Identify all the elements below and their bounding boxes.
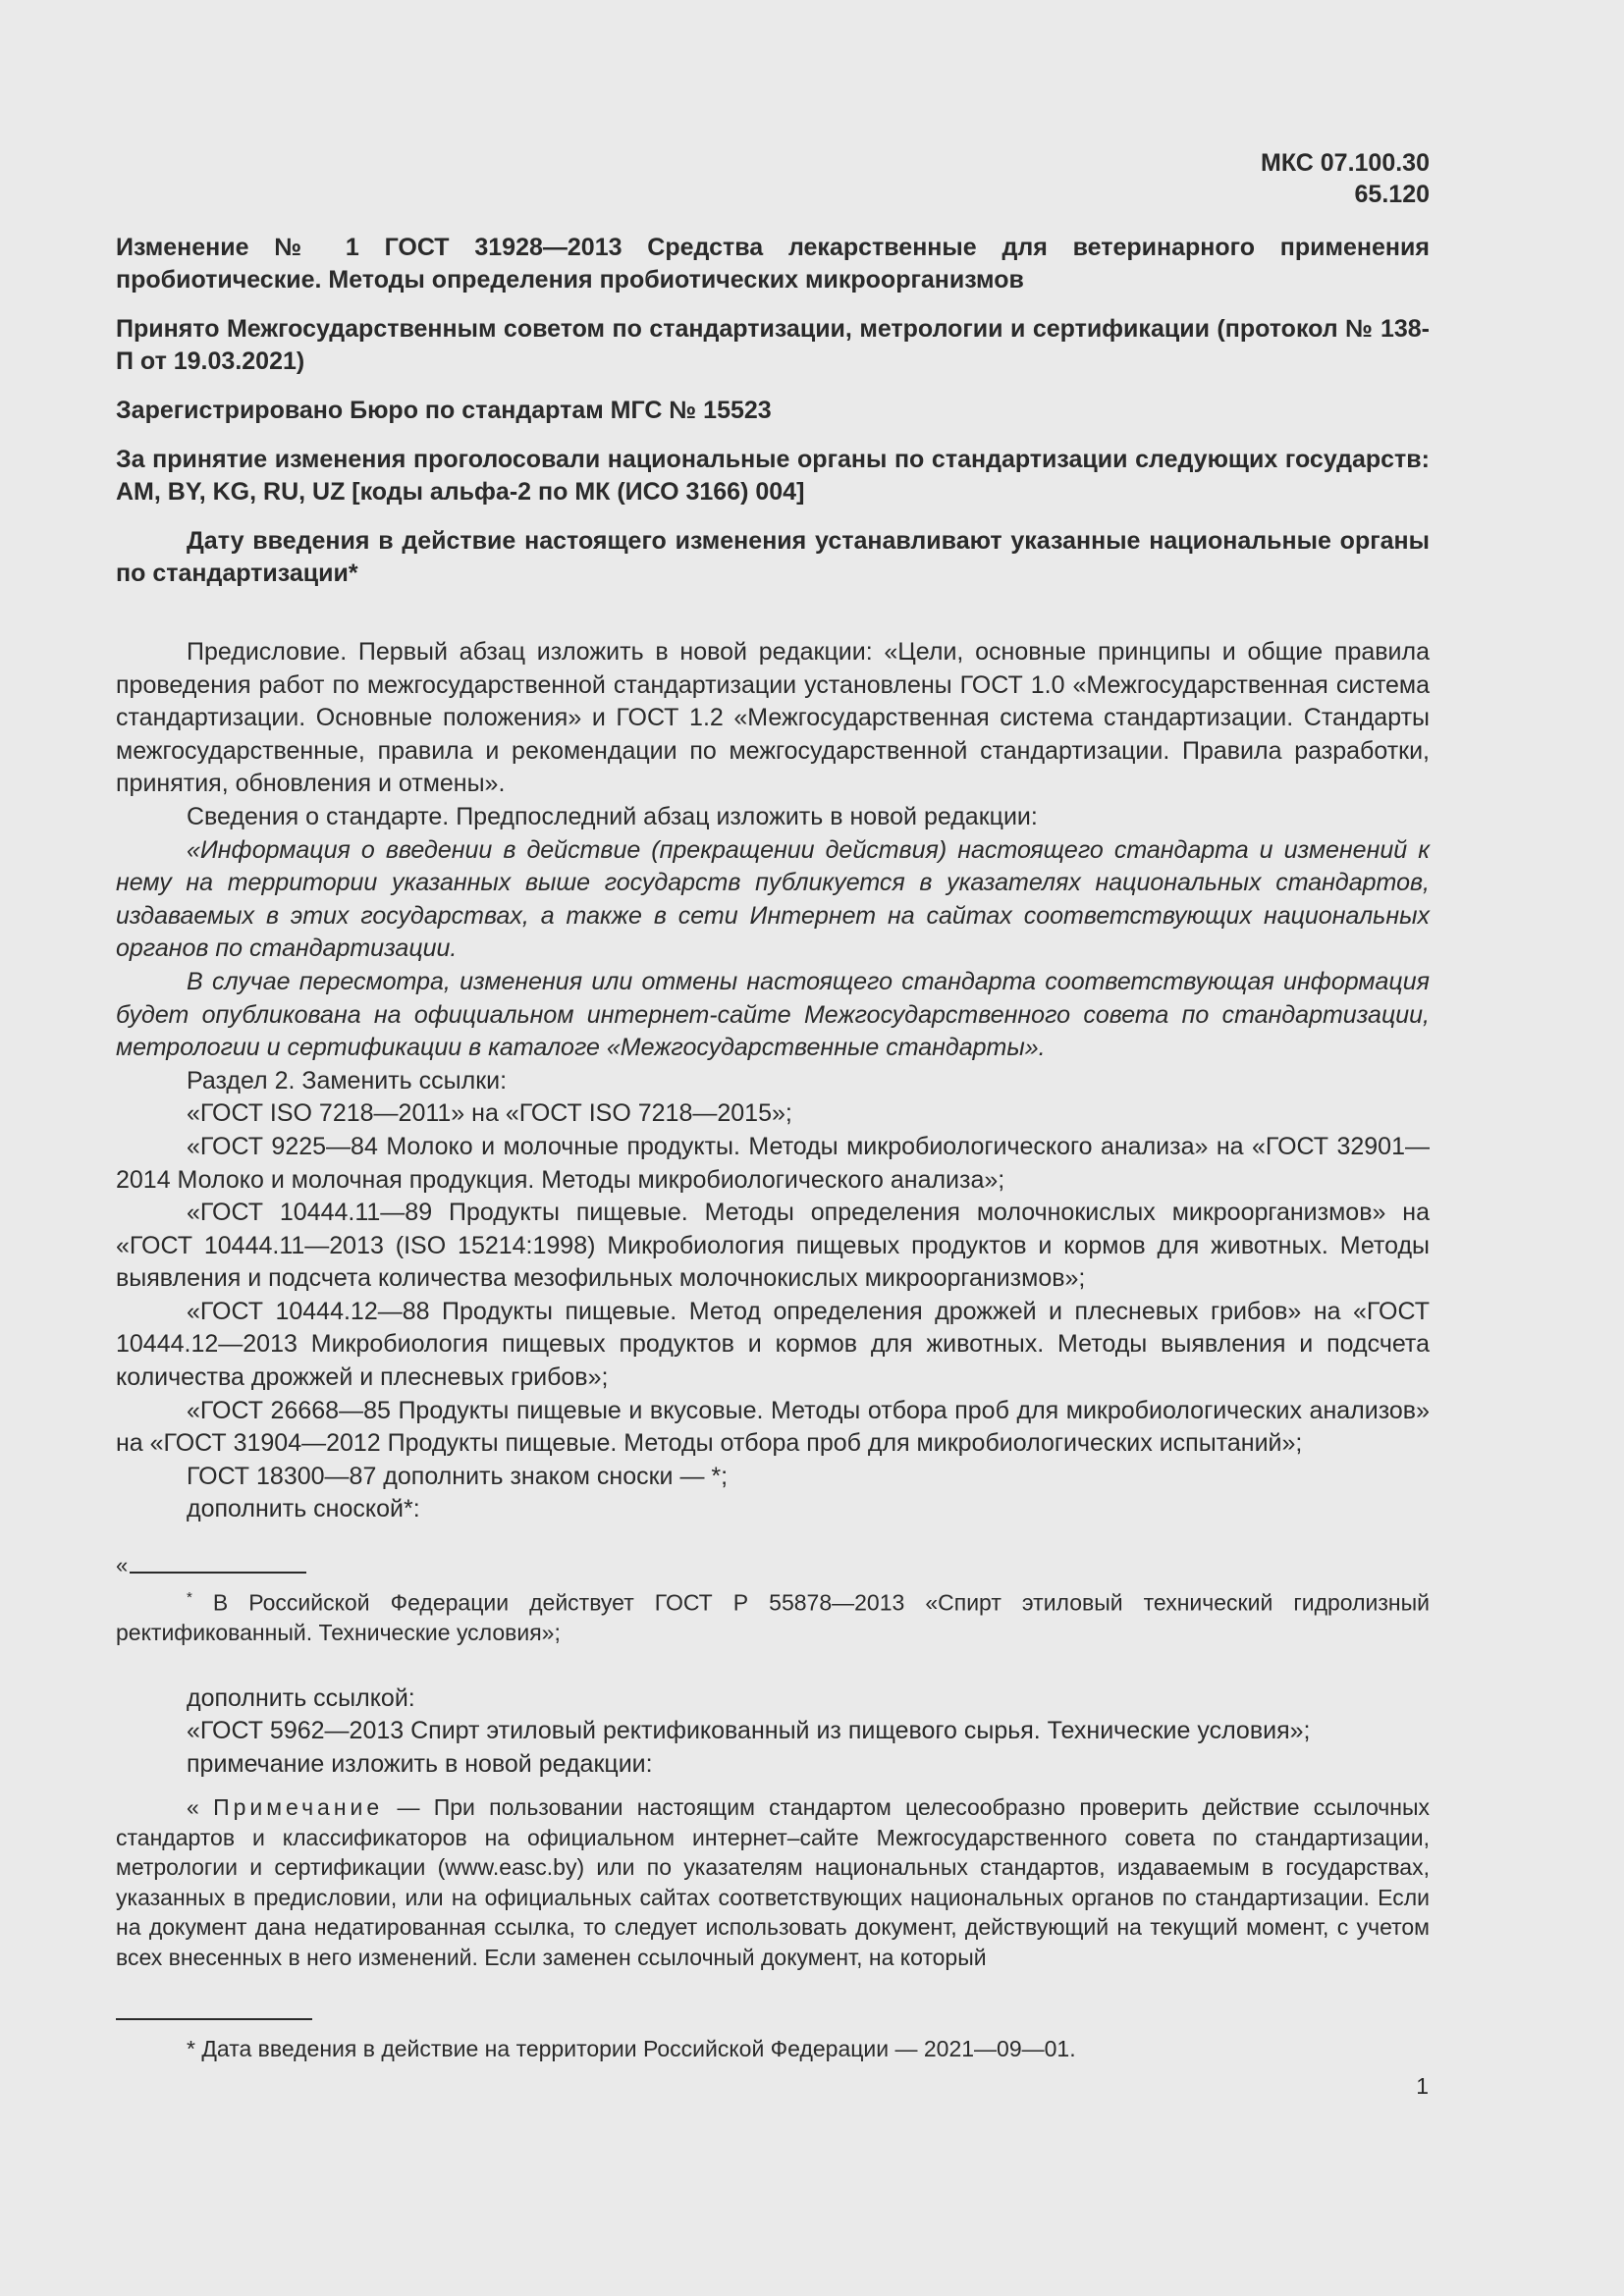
paragraph: примечание изложить в новой редакции: xyxy=(187,1749,653,1778)
footnote-rule xyxy=(130,1572,306,1574)
paragraph: ГОСТ 18300—87 дополнить знаком сноски — *; xyxy=(187,1462,729,1490)
paragraph: Раздел 2. Заменить ссылки: xyxy=(187,1066,508,1095)
footnote-marker: * xyxy=(187,1589,192,1607)
paragraph: «ГОСТ 10444.11—89 Продукты пищевые. Методы определения молочнокислых микроорганизмов» на «ГОСТ 10444.11—2013 (ISO 15214:1998) Микробиология пищевых продуктов и кормов для животных. Методы выявления и подсчета количества мезофильных молочнокислых микроорганизмов»; xyxy=(116,1199,1430,1293)
paragraph: Сведения о стандарте. Предпоследний абзац изложить в новой редакции: xyxy=(187,802,1038,830)
classification-code: 65.120 xyxy=(1354,181,1430,208)
inserted-footnote xyxy=(116,1553,1430,1647)
note-label: Примечание xyxy=(213,1794,384,1821)
paragraph: «ГОСТ 5962—2013 Спирт этиловый ректификованный из пищевого сырья. Технические условия»; xyxy=(187,1717,1311,1745)
voting-statement: За принятие изменения проголосовали национальные органы по стандартизации следующих государств: AM, BY, KG, RU, UZ [коды альфа-2 по МК (ИСО 3166) 004] xyxy=(116,446,1430,506)
paragraph: дополнить ссылкой: xyxy=(187,1683,415,1712)
document-body xyxy=(116,636,1430,1526)
italic-paragraph: «Информация о введении в действие (прекращении действия) настоящего стандарта и изменений к нему на территории указанных выше государств публикуется в указателях национальных стандартов, издаваемых в этих государствах, а также в сети Интернет на сайтах соответствующих национальных органов по стандартизации. xyxy=(116,835,1430,963)
paragraph: «ГОСТ 26668—85 Продукты пищевые и вкусовые. Методы отбора проб для микробиологических анализов» на «ГОСТ 31904—2012 Продукты пищевые. Методы отбора проб для микробиологических испытаний»; xyxy=(116,1396,1430,1458)
effective-date-statement: Дату введения в действие настоящего изменения устанавливают указанные национальные органы по стандартизации* xyxy=(116,527,1430,587)
footnote-separator xyxy=(116,2018,312,2020)
paragraph: «ГОСТ 10444.12—88 Продукты пищевые. Метод определения дрожжей и плесневых грибов» на «ГОСТ 10444.12—2013 Микробиология пищевых продуктов и кормов для животных. Методы выявления и подсчета количества дрожжей и плесневых грибов»; xyxy=(116,1297,1430,1392)
paragraph: дополнить сноской*: xyxy=(187,1495,420,1523)
inserted-footnote-text: * В Российской Федерации действует ГОСТ Р 55878—2013 «Спирт этиловый технический гидролизный ректификованный. Технические условия»; xyxy=(116,1589,1430,1645)
change-title: Изменение № 1 ГОСТ 31928—2013 Средства лекарственные для ветеринарного применения пробиотические. Методы определения пробиотических микроорганизмов xyxy=(116,234,1430,294)
note-paragraph: « Примечание — При пользовании настоящим стандартом целесообразно проверить действие ссылочных стандартов и классификаторов на официальном интернет–сайте Межгосударственного совета по стандартизации, метрологии и сертификации (www.easc.by) или по указателям национальных стандартов, издаваемым в государствах, указанных в предисловии, или на официальных сайтах соответствующих национальных органов по стандартизации. Если на документ дана недатированная ссылка, то следует использовать документ, действующий на текущий момент, с учетом всех внесенных в него изменений. Если заменен ссылочный документ, на который xyxy=(116,1794,1430,1970)
classification-codes xyxy=(116,147,1430,210)
italic-paragraph: В случае пересмотра, изменения или отмены настоящего стандарта соответствующая информация будет опубликована на официальном интернет-сайте Межгосударственного совета по стандартизации, метрологии и сертификации в каталоге «Межгосударственные стандарты». xyxy=(116,967,1430,1062)
page-number: 1 xyxy=(1416,2073,1429,2099)
paragraph: «ГОСТ 9225—84 Молоко и молочные продукты. Методы микробиологического анализа» на «ГОСТ 32901—2014 Молоко и молочная продукция. Методы микробиологического анализа»; xyxy=(116,1132,1430,1194)
document-header xyxy=(116,232,1430,590)
classification-code: МКС 07.100.30 xyxy=(1261,149,1430,177)
registration-statement: Зарегистрировано Бюро по стандартам МГС № 15523 xyxy=(116,397,772,424)
document-page xyxy=(116,147,1430,1995)
adopted-statement: Принято Межгосударственным советом по стандартизации, метрологии и сертификации (протокол № 138-П от 19.03.2021) xyxy=(116,315,1430,375)
paragraph: Предисловие. Первый абзац изложить в новой редакции: «Цели, основные принципы и общие правила проведения работ по межгосударственной стандартизации установлены ГОСТ 1.0 «Межгосударственная система стандартизации. Основные положения» и ГОСТ 1.2 «Межгосударственная система стандартизации. Стандарты межгосударственные, правила и рекомендации по межгосударственной стандартизации. Правила разработки, принятия, обновления и отмены». xyxy=(116,638,1430,798)
page-footnote: * Дата введения в действие на территории Российской Федерации — 2021—09—01. xyxy=(187,2036,1076,2061)
paragraph: «ГОСТ ISO 7218—2011» на «ГОСТ ISO 7218—2015»; xyxy=(187,1099,792,1128)
open-quote: « xyxy=(116,1553,129,1578)
after-footnote xyxy=(116,1682,1430,1782)
